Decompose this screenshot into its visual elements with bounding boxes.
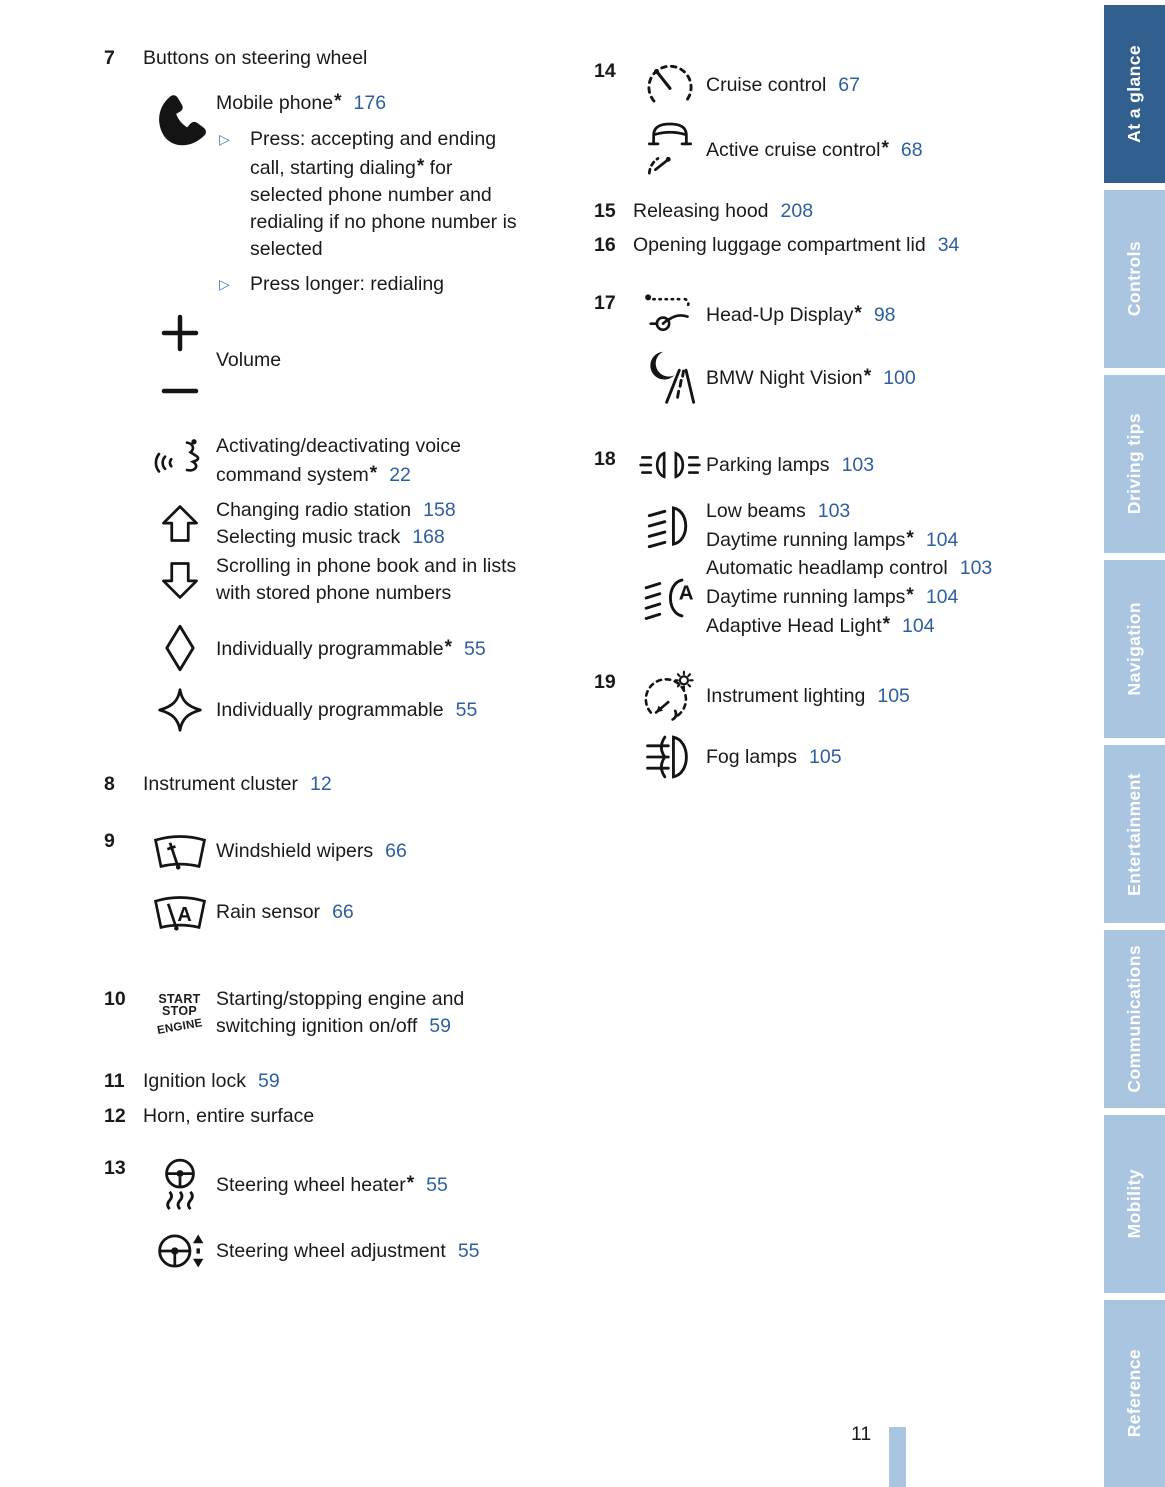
item-text bbox=[143, 771, 332, 798]
text-line bbox=[216, 433, 461, 460]
asterisk: * bbox=[906, 585, 914, 606]
list-item bbox=[594, 118, 1074, 180]
text-line bbox=[706, 744, 842, 771]
item-text bbox=[216, 347, 281, 374]
text-line bbox=[216, 1238, 480, 1265]
label-text: Mobile phone bbox=[216, 92, 334, 114]
tab-at-a-glance[interactable] bbox=[1104, 5, 1165, 183]
list-item bbox=[104, 312, 582, 408]
tab-mobility[interactable] bbox=[1104, 1115, 1165, 1293]
item-text bbox=[216, 899, 354, 926]
text-line bbox=[216, 88, 517, 117]
page-link[interactable]: 103 bbox=[841, 453, 875, 476]
page-link[interactable]: 104 bbox=[925, 586, 959, 608]
tab-label: Entertainment bbox=[1124, 772, 1144, 896]
list-item bbox=[104, 45, 582, 72]
page-link[interactable]: 208 bbox=[780, 200, 814, 222]
label-text: call, starting dialing bbox=[250, 157, 416, 179]
item-number: 17 bbox=[594, 292, 616, 314]
head-up-display-icon bbox=[633, 290, 706, 338]
steering-wheel-heater-icon bbox=[143, 1155, 216, 1213]
label-text: Adaptive Head Light bbox=[706, 615, 882, 637]
list-item bbox=[594, 498, 1074, 554]
parking-lamps-icon bbox=[633, 446, 706, 484]
text-line bbox=[216, 838, 407, 865]
section-tab-bar bbox=[1104, 0, 1165, 1487]
tab-communications[interactable] bbox=[1104, 930, 1165, 1108]
page-link[interactable]: 55 bbox=[464, 637, 486, 660]
text-line bbox=[706, 683, 910, 710]
item-number: 13 bbox=[104, 1157, 126, 1179]
page-link[interactable]: 66 bbox=[332, 900, 354, 923]
page-link[interactable]: 105 bbox=[809, 745, 842, 768]
text-line bbox=[143, 45, 367, 72]
text-line bbox=[143, 1068, 280, 1095]
label-text: BMW Night Vision bbox=[706, 366, 863, 389]
list-item bbox=[594, 669, 1074, 723]
page-link[interactable]: 103 bbox=[817, 500, 851, 522]
item-number: 18 bbox=[594, 448, 616, 470]
label-text: Cruise control bbox=[706, 73, 827, 96]
low-beams-icon bbox=[633, 501, 706, 551]
page-link[interactable]: 104 bbox=[902, 615, 935, 637]
text-line bbox=[216, 580, 516, 607]
steering-wheel-adjustment-icon bbox=[143, 1225, 216, 1277]
label-text: Instrument lighting bbox=[706, 684, 866, 707]
item-text bbox=[216, 553, 516, 607]
list-item bbox=[594, 446, 1074, 484]
item-number: 9 bbox=[104, 830, 115, 852]
svg-text:A: A bbox=[678, 581, 694, 605]
bullet-item bbox=[216, 271, 517, 298]
volume-icon bbox=[143, 312, 216, 408]
triangle-bullet-icon: ▷ bbox=[219, 131, 230, 147]
auto-headlamp-icon bbox=[633, 573, 706, 623]
tab-label: Communications bbox=[1124, 945, 1144, 1093]
text-line bbox=[216, 634, 486, 663]
item-text bbox=[216, 1170, 448, 1199]
label-text: selected phone number and bbox=[250, 184, 492, 206]
label-text: Low beams bbox=[706, 500, 806, 522]
list-item bbox=[594, 290, 1074, 338]
text-line bbox=[706, 135, 923, 164]
text-line bbox=[250, 153, 517, 182]
page-link[interactable]: 55 bbox=[426, 1173, 448, 1196]
label-text: for bbox=[424, 157, 453, 179]
item-text bbox=[216, 986, 464, 1040]
asterisk: * bbox=[444, 636, 453, 658]
list-item bbox=[104, 623, 582, 673]
label-text: Volume bbox=[216, 348, 282, 371]
item-text bbox=[143, 1068, 280, 1095]
label-text: Changing radio station bbox=[216, 499, 412, 521]
item-text bbox=[706, 498, 958, 554]
label-text: Buttons on steering wheel bbox=[143, 47, 368, 69]
tab-navigation[interactable] bbox=[1104, 560, 1165, 738]
asterisk: * bbox=[854, 302, 862, 324]
text-line bbox=[706, 300, 896, 329]
page-link[interactable]: 59 bbox=[257, 1070, 280, 1092]
text-line bbox=[216, 553, 516, 580]
text-line bbox=[216, 1013, 464, 1040]
item-number: 14 bbox=[594, 60, 616, 82]
item-text bbox=[633, 198, 813, 225]
label-text: Selecting music track bbox=[216, 526, 401, 548]
label-text: Automatic headlamp control bbox=[706, 557, 948, 579]
asterisk: * bbox=[334, 91, 342, 112]
label-text: redialing if no phone number is bbox=[250, 211, 517, 233]
list-item bbox=[104, 1068, 582, 1095]
item-number: 19 bbox=[594, 671, 616, 693]
text-line bbox=[216, 1170, 448, 1199]
page-link[interactable]: 66 bbox=[385, 839, 407, 862]
page-link[interactable]: 168 bbox=[412, 526, 445, 548]
label-text: Windshield wipers bbox=[216, 839, 374, 862]
asterisk: * bbox=[882, 614, 891, 635]
page-link[interactable]: 104 bbox=[925, 529, 959, 551]
text-line bbox=[143, 1103, 314, 1130]
tab-entertainment[interactable] bbox=[1104, 745, 1165, 923]
label-text: Fog lamps bbox=[706, 745, 798, 768]
item-text bbox=[216, 697, 477, 724]
list-item bbox=[104, 88, 582, 298]
asterisk: * bbox=[863, 365, 872, 387]
label-text: Press: accepting and ending bbox=[250, 128, 497, 150]
tab-controls[interactable] bbox=[1104, 190, 1165, 368]
page-link[interactable]: 103 bbox=[959, 557, 993, 579]
item-text bbox=[706, 452, 874, 479]
list-item bbox=[594, 555, 1074, 640]
list-item bbox=[594, 348, 1074, 406]
label-text: Individually programmable bbox=[216, 698, 444, 721]
list-item bbox=[104, 1155, 582, 1213]
arrow-up-icon bbox=[143, 502, 216, 546]
text-line bbox=[216, 697, 477, 724]
item-text bbox=[143, 45, 367, 72]
asterisk: * bbox=[906, 528, 914, 549]
text-line bbox=[633, 198, 813, 225]
tab-label: At a glance bbox=[1124, 45, 1144, 143]
text-line bbox=[706, 452, 874, 479]
text-line bbox=[216, 899, 354, 926]
list-item bbox=[104, 828, 582, 874]
item-text bbox=[216, 634, 486, 663]
tab-label: Mobility bbox=[1124, 1169, 1144, 1239]
text-line bbox=[216, 460, 461, 489]
voice-command-icon bbox=[143, 432, 216, 490]
page-link[interactable]: 12 bbox=[309, 773, 332, 795]
windshield-wiper-icon bbox=[143, 828, 216, 874]
footer-accent-bar bbox=[889, 1427, 906, 1487]
page-link[interactable]: 22 bbox=[389, 464, 411, 486]
list-item bbox=[594, 58, 1074, 112]
label-text: Daytime running lamps bbox=[706, 529, 906, 551]
label-text: switching ignition on/off bbox=[216, 1015, 418, 1037]
text-line bbox=[706, 72, 860, 99]
page-number: 11 bbox=[851, 1423, 872, 1445]
item-text bbox=[706, 72, 860, 99]
list-item bbox=[594, 732, 1074, 782]
list-item bbox=[104, 497, 582, 551]
label-text: Rain sensor bbox=[216, 900, 321, 923]
item-text bbox=[706, 744, 842, 771]
page-link[interactable]: 55 bbox=[457, 1239, 480, 1262]
svg-text:A: A bbox=[176, 904, 192, 927]
label-text: Parking lamps bbox=[706, 453, 830, 476]
item-text bbox=[216, 88, 517, 298]
label-text: Instrument cluster bbox=[143, 773, 298, 795]
page-link[interactable]: 34 bbox=[937, 234, 960, 256]
asterisk: * bbox=[881, 137, 889, 159]
item-number: 10 bbox=[104, 988, 126, 1010]
label-text: Steering wheel adjustment bbox=[216, 1239, 446, 1262]
tab-label: Driving tips bbox=[1124, 413, 1144, 515]
text-line bbox=[706, 525, 958, 554]
text-line bbox=[706, 555, 992, 582]
right-column bbox=[594, 58, 1074, 782]
item-number: 12 bbox=[104, 1105, 126, 1127]
text-line bbox=[633, 232, 959, 259]
item-text bbox=[706, 683, 910, 710]
page-link[interactable]: 158 bbox=[423, 499, 456, 521]
item-number: 16 bbox=[594, 234, 616, 256]
tab-label: Controls bbox=[1124, 241, 1144, 317]
asterisk: * bbox=[369, 463, 378, 484]
text-line bbox=[250, 209, 517, 236]
item-text bbox=[706, 300, 896, 329]
item-text bbox=[143, 1103, 314, 1130]
list-item bbox=[594, 232, 1074, 259]
asterisk: * bbox=[416, 156, 425, 177]
text-line bbox=[216, 524, 456, 551]
text-line bbox=[216, 347, 281, 374]
item-text bbox=[216, 838, 407, 865]
page-link[interactable]: 98 bbox=[873, 303, 896, 326]
bullet-list bbox=[216, 126, 517, 298]
night-vision-icon bbox=[633, 348, 706, 406]
item-number: 15 bbox=[594, 200, 616, 222]
text-line bbox=[143, 771, 332, 798]
item-text bbox=[633, 232, 959, 259]
list-item bbox=[104, 889, 582, 935]
active-cruise-control-icon bbox=[633, 118, 706, 180]
asterisk: * bbox=[406, 1172, 415, 1194]
bullet-text bbox=[250, 271, 444, 298]
text-line bbox=[216, 497, 456, 524]
page-link[interactable]: 68 bbox=[900, 138, 923, 161]
fog-lamps-icon bbox=[633, 732, 706, 782]
label-text: selected bbox=[250, 238, 323, 260]
tab-label: Reference bbox=[1124, 1349, 1144, 1438]
label-text: Starting/stopping engine and bbox=[216, 988, 465, 1010]
rain-sensor-icon bbox=[143, 889, 216, 935]
item-text bbox=[706, 555, 992, 640]
item-text bbox=[706, 135, 923, 164]
text-line bbox=[706, 363, 916, 392]
item-text bbox=[706, 363, 916, 392]
label-text: Individually programmable bbox=[216, 637, 444, 660]
page-link[interactable]: 105 bbox=[877, 684, 910, 707]
label-text: Ignition lock bbox=[143, 1070, 246, 1092]
label-text: Daytime running lamps bbox=[706, 586, 906, 608]
list-item bbox=[104, 1225, 582, 1277]
list-item bbox=[104, 1103, 582, 1130]
triangle-bullet-icon: ▷ bbox=[219, 276, 230, 292]
text-line bbox=[250, 182, 517, 209]
item-number: 8 bbox=[104, 773, 115, 795]
instrument-lighting-icon bbox=[633, 669, 706, 723]
cruise-control-icon bbox=[633, 58, 706, 112]
label-text: Horn, entire surface bbox=[143, 1105, 315, 1127]
diamond-icon bbox=[143, 623, 216, 673]
page-link[interactable]: 55 bbox=[455, 698, 478, 721]
text-line bbox=[250, 236, 517, 263]
page-link[interactable]: 59 bbox=[429, 1015, 451, 1037]
tab-driving-tips[interactable] bbox=[1104, 375, 1165, 553]
label-text: Steering wheel heater bbox=[216, 1173, 406, 1196]
label-text: Head-Up Display bbox=[706, 303, 854, 326]
list-item bbox=[104, 986, 582, 1040]
arrow-down-icon bbox=[143, 558, 216, 602]
label-text: with stored phone numbers bbox=[216, 582, 452, 604]
bullet-text bbox=[250, 126, 517, 263]
start-stop-engine-icon: START STOP ENGINE bbox=[155, 991, 204, 1037]
left-column bbox=[104, 45, 582, 1277]
text-line bbox=[250, 126, 517, 153]
mobile-phone-icon bbox=[143, 88, 216, 152]
label-text: Opening luggage compartment lid bbox=[633, 234, 926, 256]
label-text: Active cruise control bbox=[706, 138, 881, 161]
item-text bbox=[216, 497, 456, 551]
tab-label: Navigation bbox=[1124, 602, 1144, 696]
bullet-item bbox=[216, 126, 517, 263]
list-item bbox=[104, 553, 582, 607]
label-text: command system bbox=[216, 464, 369, 486]
text-line bbox=[250, 271, 444, 298]
list-item bbox=[104, 432, 582, 490]
item-text bbox=[216, 433, 461, 489]
text-line bbox=[706, 582, 992, 611]
text-line bbox=[706, 498, 958, 525]
text-line bbox=[216, 986, 464, 1013]
list-item bbox=[104, 771, 582, 798]
page-link[interactable]: 67 bbox=[838, 73, 860, 96]
star-4-icon bbox=[143, 686, 216, 734]
label-text: Activating/deactivating voice bbox=[216, 435, 461, 457]
item-text bbox=[216, 1238, 480, 1265]
page-link[interactable]: 176 bbox=[353, 92, 387, 114]
list-item bbox=[104, 686, 582, 734]
label-text: Releasing hood bbox=[633, 200, 769, 222]
item-number: 11 bbox=[104, 1070, 125, 1092]
tab-reference[interactable] bbox=[1104, 1300, 1165, 1487]
label-text: Scrolling in phone book and in lists bbox=[216, 555, 517, 577]
item-number: 7 bbox=[104, 47, 115, 69]
text-line bbox=[706, 611, 992, 640]
label-text: Press longer: redialing bbox=[250, 273, 445, 295]
page-link[interactable]: 100 bbox=[883, 366, 916, 389]
list-item bbox=[594, 198, 1074, 225]
